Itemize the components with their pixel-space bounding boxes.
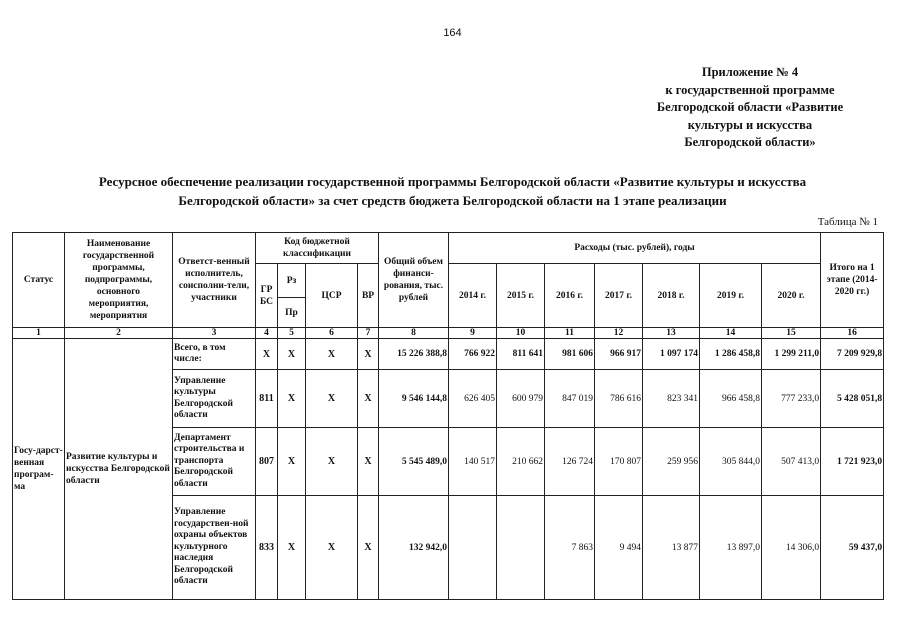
stage-total-cell: 5 428 051,8 [821, 370, 884, 428]
csr-cell: Х [306, 370, 358, 428]
header-executor: Ответст-венный исполнитель, соисполни-тели, участники [173, 233, 256, 328]
year-cell: 966 458,8 [700, 370, 762, 428]
executor-cell: Всего, в том числе: [173, 339, 256, 370]
executor-cell: Департамент строительства и транспорта Белгородской области [173, 428, 256, 496]
year-cell: 981 606 [545, 339, 595, 370]
table-row [13, 339, 884, 370]
appendix-note [560, 64, 905, 152]
document-title [0, 172, 905, 210]
year-cell: 786 616 [595, 370, 643, 428]
header-vr: ВР [358, 264, 379, 328]
column-number: 4 [256, 328, 278, 339]
rz-pr-cell: Х [278, 339, 306, 370]
appendix-line: Приложение № 4 [701, 65, 799, 79]
total-cell: 9 546 144,8 [379, 370, 449, 428]
year-cell [449, 496, 497, 600]
year-cell: 1 299 211,0 [762, 339, 821, 370]
title-line: Белгородской области» за счет средств бюджета Белгородской области на 1 этапе реализации [178, 193, 727, 208]
page-number: 164 [443, 27, 462, 39]
year-cell: 507 413,0 [762, 428, 821, 496]
stage-total-cell: 1 721 923,0 [821, 428, 884, 496]
year-cell: 9 494 [595, 496, 643, 600]
table-label: Таблица № 1 [817, 216, 878, 228]
year-cell: 811 641 [497, 339, 545, 370]
year-cell: 966 917 [595, 339, 643, 370]
header-grbs: ГР БС [256, 264, 278, 328]
grbs-cell: 833 [256, 496, 278, 600]
column-number: 12 [595, 328, 643, 339]
header-expenses: Расходы (тыс. рублей), годы [449, 233, 821, 264]
header-year: 2014 г. [449, 264, 497, 328]
column-number: 8 [379, 328, 449, 339]
vr-cell: Х [358, 428, 379, 496]
header-stage-total: Итого на 1 этапе (2014-2020 гг.) [821, 233, 884, 328]
rz-pr-cell: Х [278, 428, 306, 496]
header-pr: Пр [278, 298, 306, 328]
header-year: 2017 г. [595, 264, 643, 328]
year-cell: 14 306,0 [762, 496, 821, 600]
rz-pr-cell: Х [278, 496, 306, 600]
column-number: 1 [13, 328, 65, 339]
appendix-line: Белгородской области» [684, 135, 816, 149]
appendix-line: Белгородской области «Развитие [656, 100, 844, 114]
header-year: 2016 г. [545, 264, 595, 328]
header-rz: Рз [278, 264, 306, 298]
year-cell: 170 807 [595, 428, 643, 496]
column-number: 6 [306, 328, 358, 339]
appendix-line: к государственной программе [665, 82, 835, 97]
header-year: 2020 г. [762, 264, 821, 328]
column-number-row [13, 328, 884, 339]
header-name: Наименование государственной программы, подпрограммы, основного мероприятия, мероприятия [65, 233, 173, 328]
year-cell: 126 724 [545, 428, 595, 496]
column-number: 9 [449, 328, 497, 339]
year-cell: 7 863 [545, 496, 595, 600]
stage-total-cell: 59 437,0 [821, 496, 884, 600]
grbs-cell: 807 [256, 428, 278, 496]
header-budget-code: Код бюджетной классификации [256, 233, 379, 264]
csr-cell: Х [306, 339, 358, 370]
vr-cell: Х [358, 339, 379, 370]
total-cell: 15 226 388,8 [379, 339, 449, 370]
year-cell: 210 662 [497, 428, 545, 496]
column-number: 13 [643, 328, 700, 339]
year-cell: 13 897,0 [700, 496, 762, 600]
year-cell: 766 922 [449, 339, 497, 370]
column-number: 5 [278, 328, 306, 339]
year-cell: 259 956 [643, 428, 700, 496]
column-number: 16 [821, 328, 884, 339]
year-cell: 140 517 [449, 428, 497, 496]
year-cell: 626 405 [449, 370, 497, 428]
year-cell: 305 844,0 [700, 428, 762, 496]
year-cell: 1 097 174 [643, 339, 700, 370]
column-number: 2 [65, 328, 173, 339]
year-cell: 1 286 458,8 [700, 339, 762, 370]
executor-cell: Управление государствен-ной охраны объектов культурного наследия Белгородской области [173, 496, 256, 600]
program-name-cell: Развитие культуры и искусства Белгородской области [65, 339, 173, 600]
header-year: 2015 г. [497, 264, 545, 328]
column-number: 10 [497, 328, 545, 339]
executor-cell: Управление культуры Белгородской области [173, 370, 256, 428]
header-csr: ЦСР [306, 264, 358, 328]
column-number: 15 [762, 328, 821, 339]
column-number: 11 [545, 328, 595, 339]
csr-cell: Х [306, 496, 358, 600]
grbs-cell: 811 [256, 370, 278, 428]
year-cell: 600 979 [497, 370, 545, 428]
csr-cell: Х [306, 428, 358, 496]
vr-cell: Х [358, 496, 379, 600]
appendix-line: культуры и искусства [687, 117, 813, 132]
stage-total-cell: 7 209 929,8 [821, 339, 884, 370]
year-cell: 13 877 [643, 496, 700, 600]
total-cell: 5 545 489,0 [379, 428, 449, 496]
vr-cell: Х [358, 370, 379, 428]
column-number: 3 [173, 328, 256, 339]
year-cell: 823 341 [643, 370, 700, 428]
header-year: 2019 г. [700, 264, 762, 328]
year-cell: 777 233,0 [762, 370, 821, 428]
rz-pr-cell: Х [278, 370, 306, 428]
header-status: Статус [13, 233, 65, 328]
status-cell: Госу-дарст-венная програм-ма [13, 339, 65, 600]
year-cell [497, 496, 545, 600]
year-cell: 847 019 [545, 370, 595, 428]
resource-table [12, 232, 884, 600]
total-cell: 132 942,0 [379, 496, 449, 600]
column-number: 14 [700, 328, 762, 339]
title-line: Ресурсное обеспечение реализации государственной программы Белгородской области «Развитие культуры и искусства [98, 174, 807, 189]
header-total-funding: Общий объем финанси-рования, тыс. рублей [379, 233, 449, 328]
column-number: 7 [358, 328, 379, 339]
grbs-cell: Х [256, 339, 278, 370]
header-year: 2018 г. [643, 264, 700, 328]
